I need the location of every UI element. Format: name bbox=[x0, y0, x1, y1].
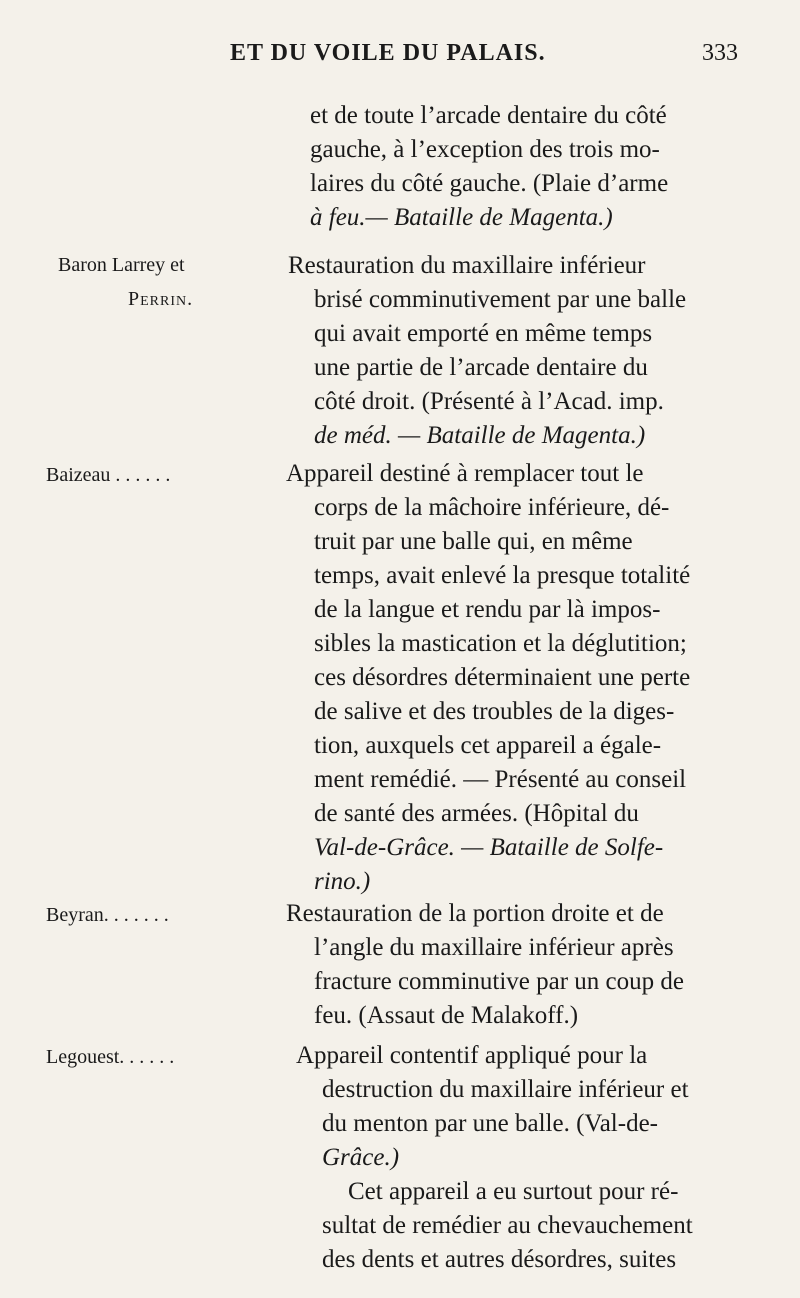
text-line: truit par une balle qui, en même bbox=[314, 528, 633, 555]
text-line: de méd. — Bataille de Magenta.) bbox=[314, 422, 646, 449]
text-line: de la langue et rendu par là impos- bbox=[314, 596, 661, 623]
text-line: Cet appareil a eu surtout pour ré- bbox=[348, 1178, 679, 1205]
text-line: Grâce.) bbox=[322, 1144, 400, 1171]
running-title: ET DU VOILE DU PALAIS. bbox=[230, 40, 546, 66]
text-line: ment remédié. — Présenté au conseil bbox=[314, 766, 687, 793]
text-line: fracture comminutive par un coup de bbox=[314, 968, 684, 995]
page-header bbox=[0, 40, 800, 80]
entry-author: Legouest. . . . . . bbox=[46, 1046, 175, 1068]
text-line: sultat de remédier au chevauchement bbox=[322, 1212, 693, 1239]
text-line: temps, avait enlevé la presque totalité bbox=[314, 562, 691, 589]
text-line: de salive et des troubles de la diges- bbox=[314, 698, 675, 725]
entry-author: Baron Larrey et bbox=[58, 254, 185, 276]
text-line: laires du côté gauche. (Plaie d’arme bbox=[310, 170, 669, 197]
text-line: brisé comminutivement par une balle bbox=[314, 286, 687, 313]
text-line: rino.) bbox=[314, 868, 371, 895]
text-line: côté droit. (Présenté à l’Acad. imp. bbox=[314, 388, 664, 415]
text-line: qui avait emporté en même temps bbox=[314, 320, 653, 347]
text-line: feu. (Assaut de Malakoff.) bbox=[314, 1002, 579, 1029]
text-line: ces désordres déterminaient une perte bbox=[314, 664, 691, 691]
text-line: tion, auxquels cet appareil a égale- bbox=[314, 732, 662, 759]
entry-author: Beyran. . . . . . . bbox=[46, 904, 169, 926]
text-line: Restauration du maxillaire inférieur bbox=[288, 252, 646, 279]
text-line: à feu.— Bataille de Magenta.) bbox=[310, 204, 613, 231]
entry-author: Baizeau . . . . . . bbox=[46, 464, 171, 486]
text-line: de santé des armées. (Hôpital du bbox=[314, 800, 639, 827]
text-line: Appareil destiné à remplacer tout le bbox=[286, 460, 644, 487]
page-number: 333 bbox=[702, 40, 738, 66]
text-line: l’angle du maxillaire inférieur après bbox=[314, 934, 674, 961]
text-line: sibles la mastication et la déglutition; bbox=[314, 630, 687, 657]
text-line: destruction du maxillaire inférieur et bbox=[322, 1076, 689, 1103]
text-line: du menton par une balle. (Val-de- bbox=[322, 1110, 658, 1137]
text-line: gauche, à l’exception des trois mo- bbox=[310, 136, 660, 163]
text-line: une partie de l’arcade dentaire du bbox=[314, 354, 648, 381]
text-line: corps de la mâchoire inférieure, dé- bbox=[314, 494, 670, 521]
entry-author-line2: Perrin. bbox=[128, 288, 194, 310]
text-line: et de toute l’arcade dentaire du côté bbox=[310, 102, 667, 129]
text-line: des dents et autres désordres, suites bbox=[322, 1246, 677, 1273]
text-line: Restauration de la portion droite et de bbox=[286, 900, 664, 927]
text-line: Val-de-Grâce. — Bataille de Solfe- bbox=[314, 834, 664, 861]
text-line: Appareil contentif appliqué pour la bbox=[296, 1042, 648, 1069]
